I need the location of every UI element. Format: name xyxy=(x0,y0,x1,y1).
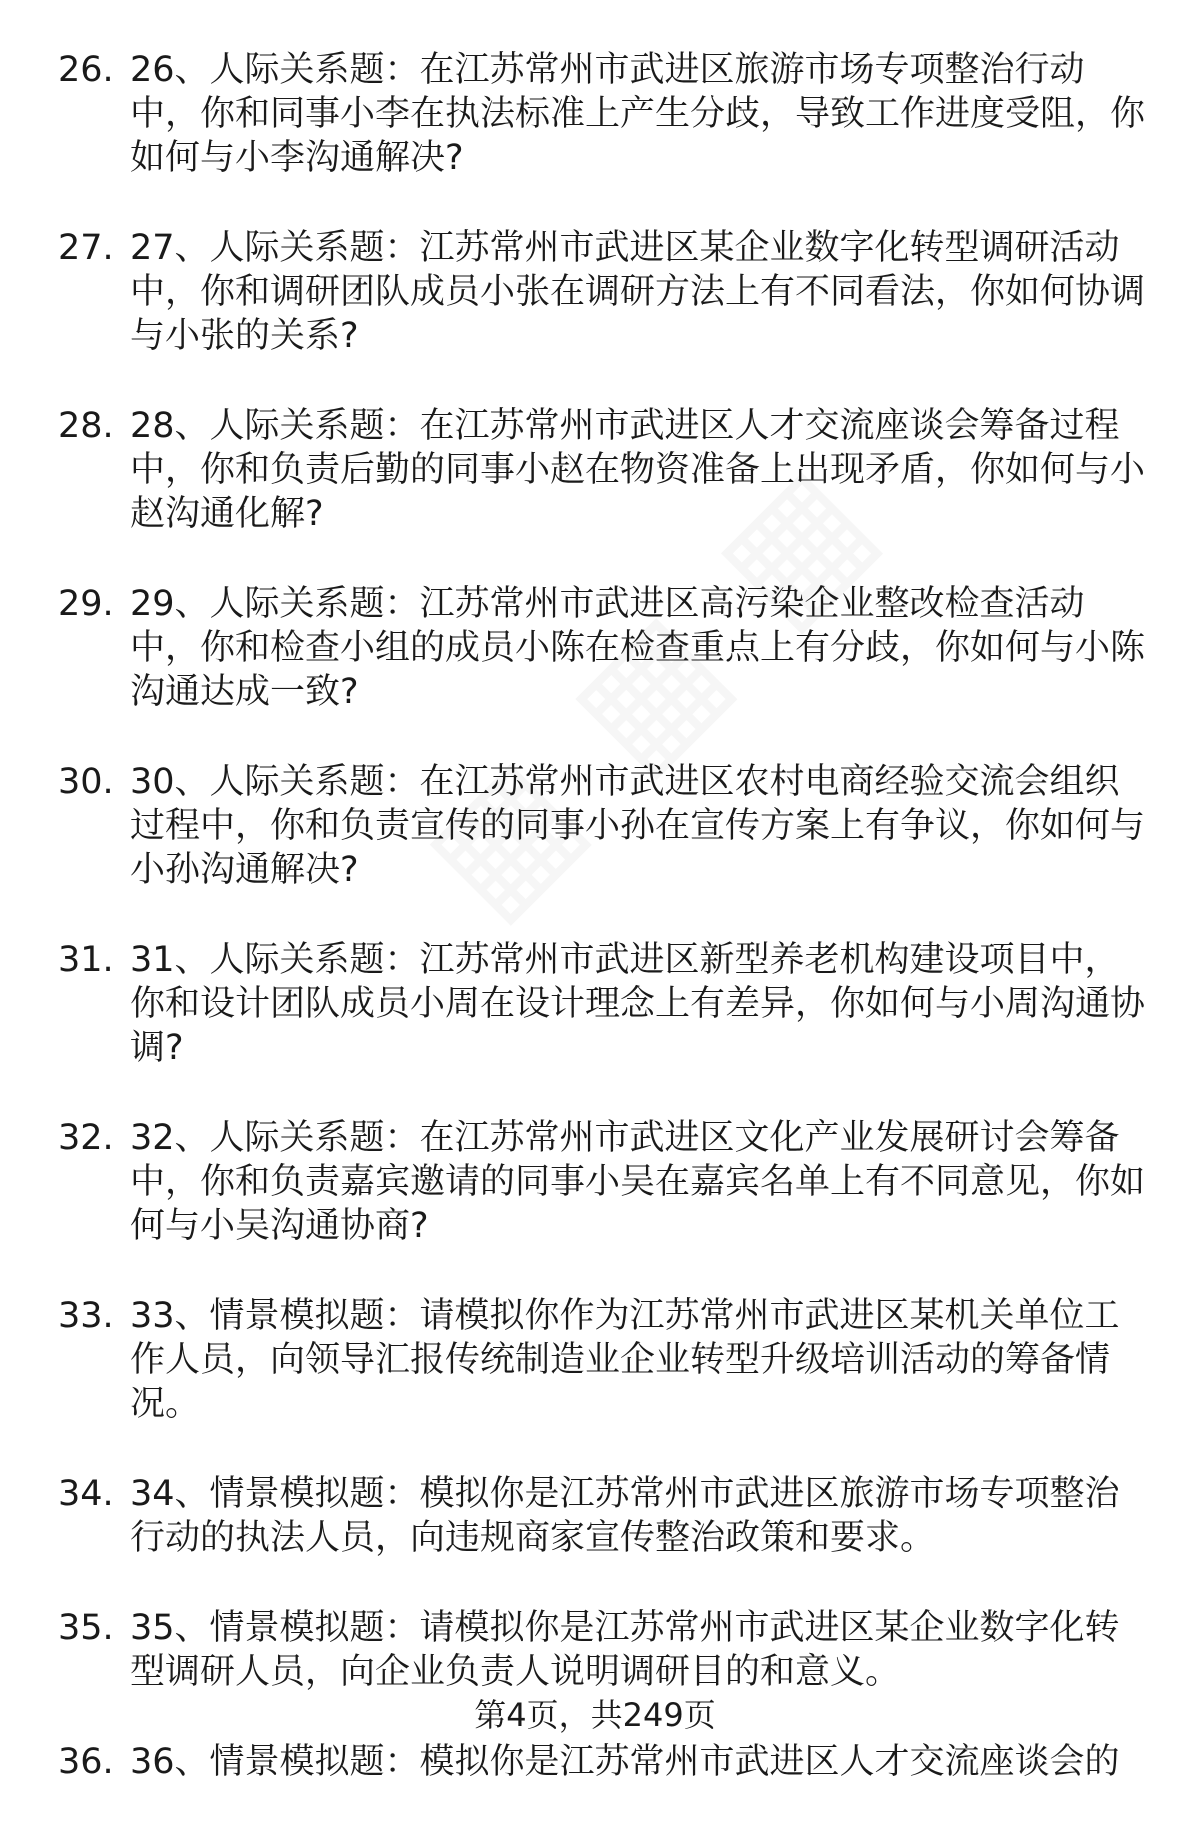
list-item xyxy=(0,404,1190,536)
list-item xyxy=(0,1740,1190,1784)
item-text: 31、人际关系题：江苏常州市武进区新型养老机构建设项目中，你和设计团队成员小周在设计理念上有差异，你如何与小周沟通协调? xyxy=(130,940,1146,1068)
item-text: 35、情景模拟题：请模拟你是江苏常州市武进区某企业数字化转型调研人员，向企业负责人说明调研目的和意义。 xyxy=(130,1608,1120,1692)
item-number: 34. xyxy=(58,1474,114,1514)
list-item xyxy=(0,226,1190,358)
item-number: 30. xyxy=(58,762,114,802)
item-number: 29. xyxy=(58,584,114,624)
item-text: 29、人际关系题：江苏常州市武进区高污染企业整改检查活动中，你和检查小组的成员小陈在检查重点上有分歧，你如何与小陈沟通达成一致? xyxy=(130,584,1146,712)
item-text: 30、人际关系题：在江苏常州市武进区农村电商经验交流会组织过程中，你和负责宣传的同事小孙在宣传方案上有争议，你如何与小孙沟通解决? xyxy=(130,762,1146,890)
item-number: 28. xyxy=(58,406,114,446)
item-text: 33、情景模拟题：请模拟你作为江苏常州市武进区某机关单位工作人员，向领导汇报传统制造业企业转型升级培训活动的筹备情况。 xyxy=(130,1296,1120,1424)
item-text: 34、情景模拟题：模拟你是江苏常州市武进区旅游市场专项整治行动的执法人员，向违规商家宣传整治政策和要求。 xyxy=(130,1474,1120,1558)
list-item xyxy=(0,1294,1190,1426)
item-text: 32、人际关系题：在江苏常州市武进区文化产业发展研讨会筹备中，你和负责嘉宾邀请的同事小吴在嘉宾名单上有不同意见，你如何与小吴沟通协商? xyxy=(130,1118,1146,1246)
item-number: 32. xyxy=(58,1118,114,1158)
list-item xyxy=(0,938,1190,1070)
item-text: 28、人际关系题：在江苏常州市武进区人才交流座谈会筹备过程中，你和负责后勤的同事小赵在物资准备上出现矛盾，你如何与小赵沟通化解? xyxy=(130,406,1146,534)
list-item xyxy=(0,1116,1190,1248)
item-text: 36、情景模拟题：模拟你是江苏常州市武进区人才交流座谈会的 xyxy=(130,1742,1120,1782)
item-text: 27、人际关系题：江苏常州市武进区某企业数字化转型调研活动中，你和调研团队成员小张在调研方法上有不同看法，你如何协调与小张的关系? xyxy=(130,228,1146,356)
list-item xyxy=(0,1606,1190,1694)
item-number: 26. xyxy=(58,50,114,90)
item-number: 35. xyxy=(58,1608,114,1648)
list-item xyxy=(0,1472,1190,1560)
question-list xyxy=(0,48,1190,1830)
page-footer: 第4页，共249页 xyxy=(474,1696,716,1734)
item-number: 27. xyxy=(58,228,114,268)
item-text: 26、人际关系题：在江苏常州市武进区旅游市场专项整治行动中，你和同事小李在执法标准上产生分歧，导致工作进度受阻，你如何与小李沟通解决? xyxy=(130,50,1146,178)
item-number: 31. xyxy=(58,940,114,980)
list-item xyxy=(0,582,1190,714)
list-item xyxy=(0,760,1190,892)
list-item xyxy=(0,48,1190,180)
item-number: 33. xyxy=(58,1296,114,1336)
item-number: 36. xyxy=(58,1742,114,1782)
